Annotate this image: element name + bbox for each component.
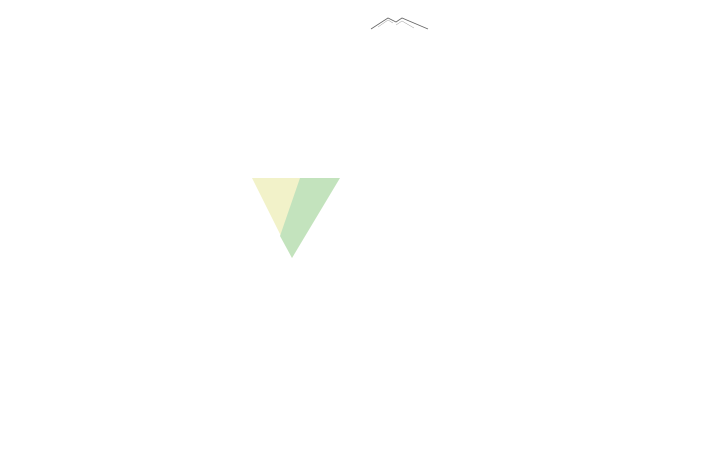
mountain-logo-icon <box>371 18 428 29</box>
watermark-v-icon <box>252 178 340 258</box>
